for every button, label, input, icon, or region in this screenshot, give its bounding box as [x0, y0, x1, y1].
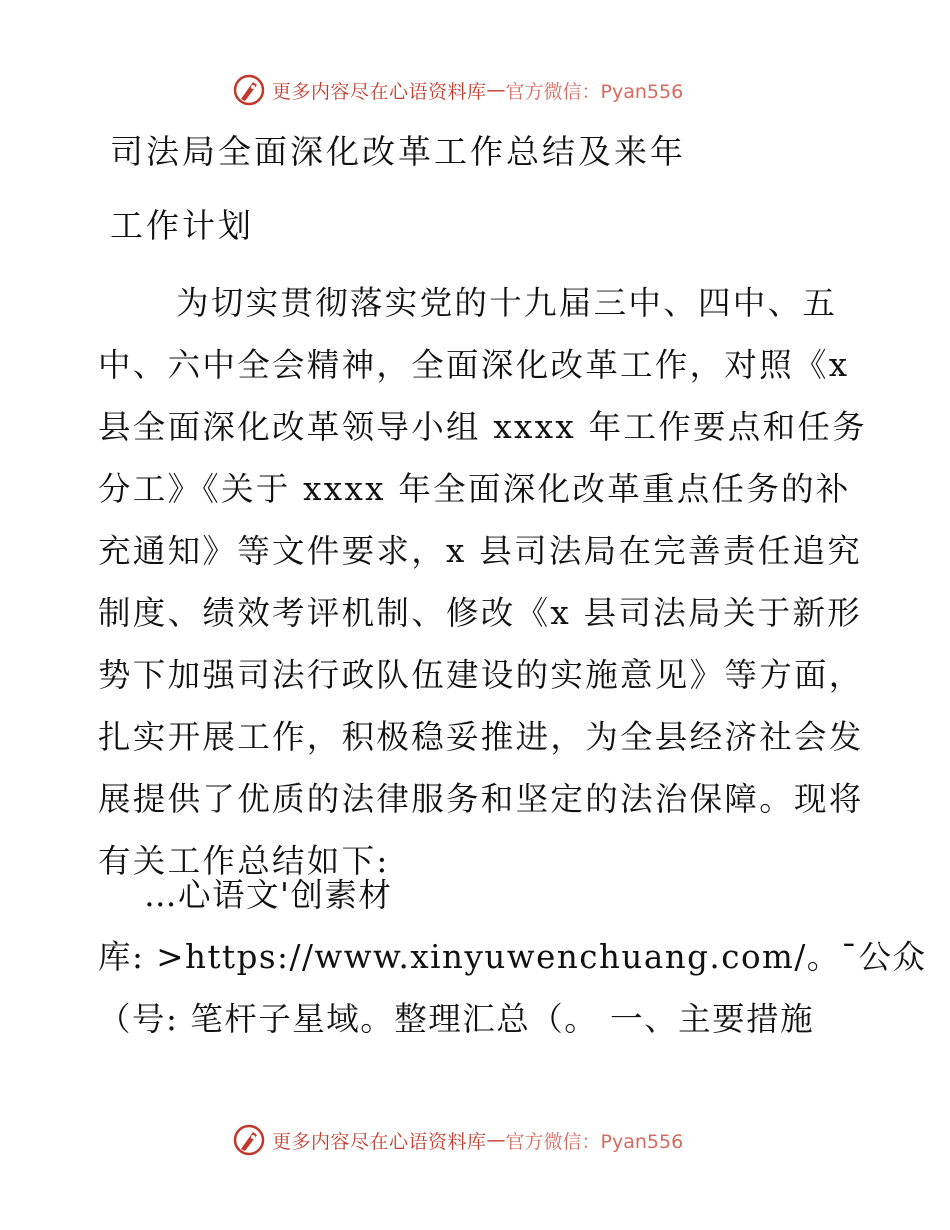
document-body-paragraph — [98, 272, 867, 892]
pen-nib-logo-icon — [232, 1123, 266, 1157]
banner-text: 更多内容尽在心语资料库 — [272, 80, 487, 103]
source-line: …心语文'创素材 — [144, 876, 393, 914]
paragraph-line: 展提供了优质的法律服务和坚定的法治保障。现将 — [98, 780, 864, 818]
paragraph-line: 扎实开展工作，积极稳妥推进，为全县经济社会发 — [98, 718, 864, 756]
pen-nib-logo-icon — [232, 73, 266, 107]
paragraph-line: 中、六中全会精神，全面深化改革工作，对照《x — [98, 346, 850, 384]
document-title-line-2: 工作计划 — [110, 206, 254, 245]
paragraph-line: 充通知》等文件要求，x 县司法局在完善责任追究 — [98, 532, 863, 570]
paragraph-line: 分工》《关于 xxxx 年全面深化改革重点任务的补 — [98, 470, 851, 508]
document-title-line-1: 司法局全面深化改革工作总结及来年 — [110, 132, 686, 171]
header-banner — [232, 72, 683, 108]
paragraph-line: 县全面深化改革领导小组 xxxx 年工作要点和任务 — [98, 408, 867, 446]
paragraph-line: 制度、绩效考评机制、修改《x 县司法局关于新形 — [98, 594, 863, 632]
banner-wechat: 官方微信：Pyan556 — [505, 80, 684, 103]
banner-separator: — — [486, 79, 506, 101]
paragraph-line: 有关工作总结如下: — [98, 842, 390, 880]
source-note — [98, 864, 927, 1050]
source-link-line[interactable]: 库: >https://www.xinyuwenchuang.com/。¯公众 — [98, 938, 927, 976]
banner-separator: — — [486, 1129, 506, 1151]
paragraph-line: 势下加强司法行政队伍建设的实施意见》等方面， — [98, 656, 864, 694]
banner-text: 更多内容尽在心语资料库 — [272, 1130, 487, 1153]
source-line: （号: 笔杆子星域。整理汇总（。 一、主要措施 — [98, 1000, 815, 1038]
paragraph-line: 为切实贯彻落实党的十九届三中、四中、五 — [176, 284, 838, 322]
banner-wechat: 官方微信：Pyan556 — [505, 1130, 684, 1153]
footer-banner — [232, 1122, 683, 1158]
